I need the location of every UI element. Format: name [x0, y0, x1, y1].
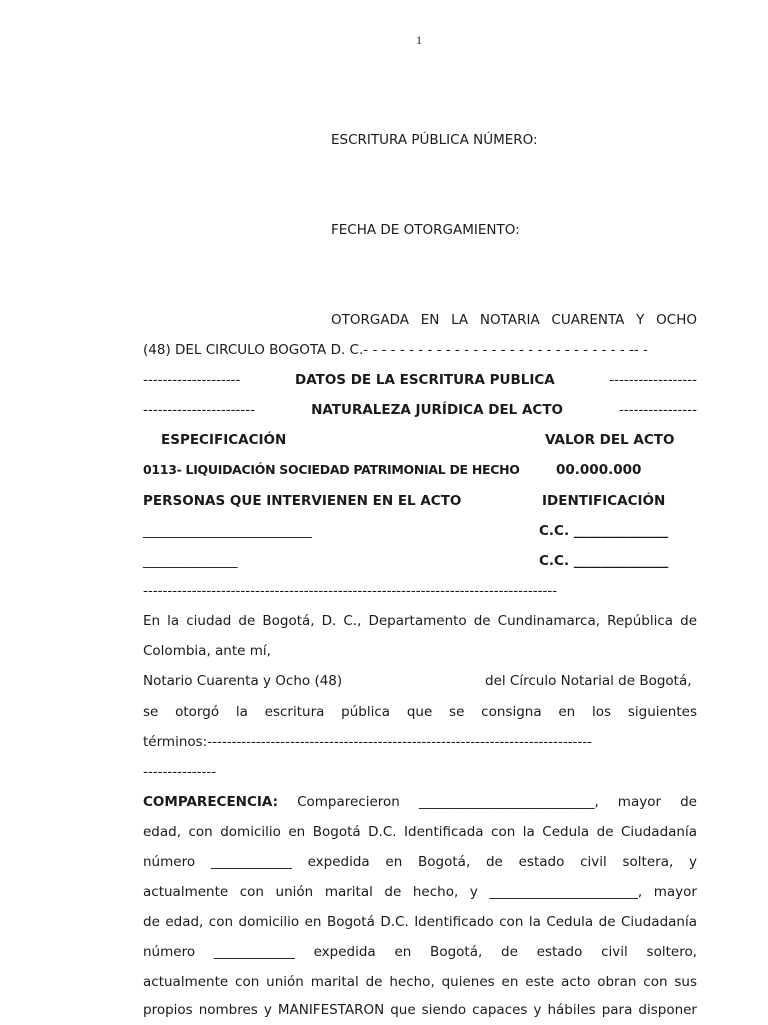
datos-left-dashes: -------------------- [143, 372, 241, 388]
person-2-id: C.C. ______________ [539, 553, 669, 569]
person-2-name-blank: ______________ [143, 553, 238, 569]
datos-title: DATOS DE LA ESCRITURA PUBLICA [295, 372, 555, 388]
naturaleza-title: NATURALEZA JURÍDICA DEL ACTO [311, 402, 564, 418]
act-value: 00.000.000 [556, 462, 642, 478]
person-1-name-blank: _________________________ [143, 523, 312, 539]
especificacion-header: ESPECIFICACIÓN [161, 432, 287, 448]
datos-right-dashes: ------------------ [609, 372, 697, 388]
body-line-2: Colombia, ante mí, [143, 643, 271, 659]
comparecencia-line-5: de edad, con domicilio en Bogotá D.C. Identificado con la Cedula de Ciudadanía [143, 914, 697, 930]
comparecencia-line-1 [143, 787, 697, 817]
fecha-otorgamiento-label: FECHA DE OTORGAMIENTO: [331, 222, 520, 238]
escritura-numero-label: ESCRITURA PÚBLICA NÚMERO: [331, 132, 538, 148]
person-1-id: C.C. ______________ [539, 523, 669, 539]
body-line-5: términos:------------------------------------------------------------------------------- [143, 734, 593, 750]
identificacion-header: IDENTIFICACIÓN [542, 493, 666, 509]
otorgada-line-2: (48) DEL CIRCULO BOGOTA D. C.- - - - - - - - - - - - - - - - - - - - - - - - - - - - - -- - [143, 342, 648, 358]
comparecencia-line-8: propios nombres y MANIFESTARON que siendo capaces y hábiles para disponer [143, 1002, 697, 1018]
page-number: 1 [416, 33, 422, 47]
act-code: 0113- LIQUIDACIÓN SOCIEDAD PATRIMONIAL DE HECHO [143, 462, 520, 477]
body-line-4: se otorgó la escritura pública que se consigna en los siguientes [143, 704, 697, 720]
comparecencia-line-4: actualmente con unión marital de hecho, y ______________________, mayor [143, 884, 697, 900]
valor-acto-header: VALOR DEL ACTO [545, 432, 675, 448]
separator-line: ------------------------------------------------------------------------------------- [143, 583, 558, 599]
comparecencia-line-7: actualmente con unión marital de hecho, quienes en este acto obran con sus [143, 974, 697, 990]
comparecencia-line-3: número ____________ expedida en Bogotá, de estado civil soltera, y [143, 854, 697, 870]
naturaleza-right-dashes: ---------------- [619, 402, 697, 418]
naturaleza-heading-row [143, 395, 697, 425]
comparecencia-line-1-text: Comparecieron __________________________, mayor de [297, 794, 697, 810]
naturaleza-left-dashes: ----------------------- [143, 402, 256, 418]
body-line-3-left: Notario Cuarenta y Ocho (48) [143, 673, 343, 689]
comparecencia-line-2: edad, con domicilio en Bogotá D.C. Identificada con la Cedula de Ciudadanía [143, 824, 697, 840]
comparecencia-line-6: número ____________ expedida en Bogotá, de estado civil soltero, [143, 944, 697, 960]
body-line-3-right: del Círculo Notarial de Bogotá, [485, 673, 692, 689]
body-line-6: --------------- [143, 764, 217, 780]
comparecencia-label: COMPARECENCIA: [143, 794, 278, 810]
personas-header: PERSONAS QUE INTERVIENEN EN EL ACTO [143, 493, 462, 509]
otorgada-line-1: OTORGADA EN LA NOTARIA CUARENTA Y OCHO [331, 312, 697, 328]
body-line-1: En la ciudad de Bogotá, D. C., Departamento de Cundinamarca, República de [143, 613, 697, 629]
datos-heading-row [143, 365, 697, 395]
